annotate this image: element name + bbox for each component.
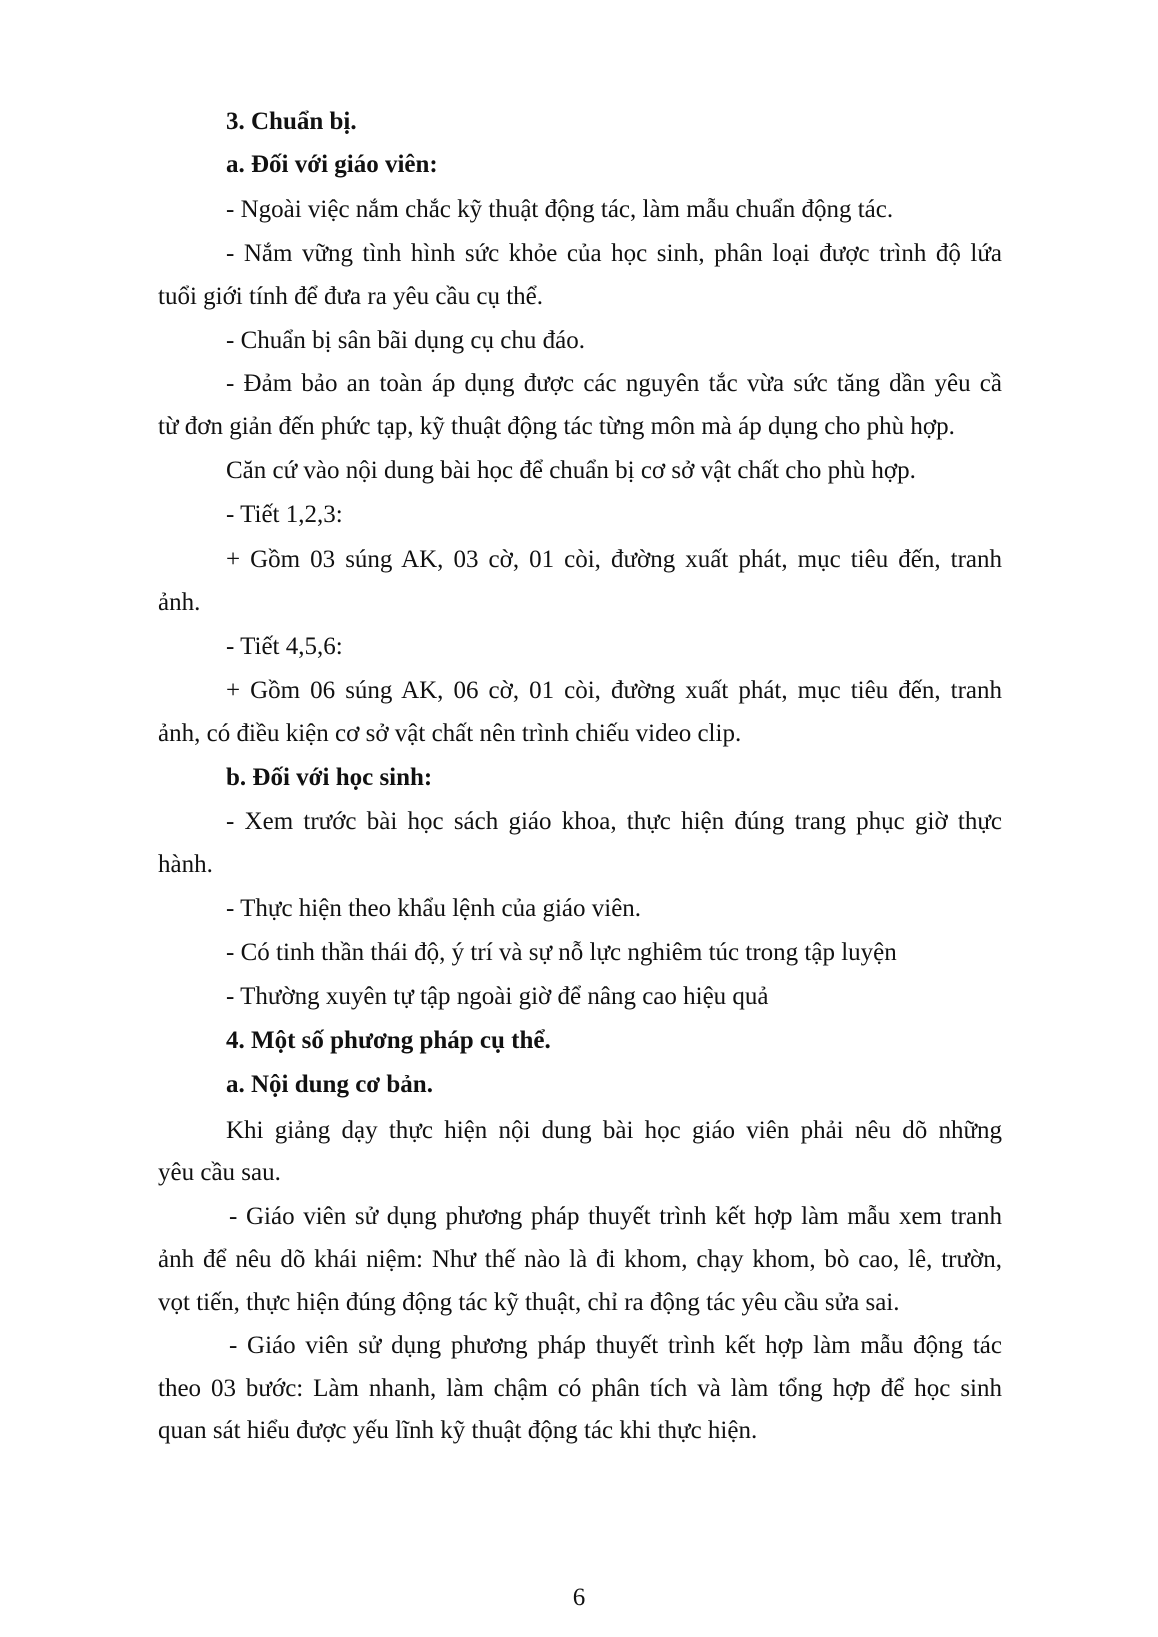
- paragraph-line: Khi giảng dạy thực hiện nội dung bài học giáo viên phải nêu dõ những: [226, 1117, 1002, 1144]
- paragraph-line: vọt tiến, thực hiện đúng động tác kỹ thuật, chỉ ra động tác yêu cầu sửa sai.: [158, 1289, 900, 1316]
- subheading-basic-content: a. Nội dung cơ bản.: [226, 1071, 433, 1098]
- paragraph-line: + Gồm 03 súng AK, 03 cờ, 01 còi, đường xuất phát, mục tiêu đến, tranh: [226, 546, 1002, 573]
- paragraph-line: - Đảm bảo an toàn áp dụng được các nguyên tắc vừa sức tăng dần yêu cầ: [226, 370, 1002, 397]
- paragraph-line: - Ngoài việc nắm chắc kỹ thuật động tác, làm mẫu chuẩn động tác.: [226, 196, 894, 223]
- paragraph-line: - Chuẩn bị sân bãi dụng cụ chu đáo.: [226, 327, 585, 354]
- paragraph-line: - Nắm vững tình hình sức khỏe của học sinh, phân loại được trình độ lứa: [226, 240, 1002, 267]
- paragraph-line: từ đơn giản đến phức tạp, kỹ thuật động tác từng môn mà áp dụng cho phù hợp.: [158, 413, 955, 440]
- paragraph-line: ảnh, có điều kiện cơ sở vật chất nên trình chiếu video clip.: [158, 720, 742, 747]
- paragraph-line: theo 03 bước: Làm nhanh, làm chậm có phân tích và làm tổng hợp để học sinh: [158, 1375, 1002, 1402]
- paragraph-line: - Thường xuyên tự tập ngoài giờ để nâng cao hiệu quả: [226, 983, 769, 1010]
- paragraph-line: quan sát hiểu được yếu lĩnh kỹ thuật động tác khi thực hiện.: [158, 1417, 758, 1444]
- paragraph-line: + Gồm 06 súng AK, 06 cờ, 01 còi, đường xuất phát, mục tiêu đến, tranh: [226, 677, 1002, 704]
- paragraph-line: - Giáo viên sử dụng phương pháp thuyết trình kết hợp làm mẫu động tác: [229, 1332, 1002, 1359]
- paragraph-line: ảnh.: [158, 589, 201, 616]
- paragraph-line: tuổi giới tính để đưa ra yêu cầu cụ thể.: [158, 283, 543, 310]
- paragraph-line: hành.: [158, 851, 213, 878]
- paragraph-line: yêu cầu sau.: [158, 1159, 281, 1186]
- subheading-student: b. Đối với học sinh:: [226, 764, 433, 791]
- heading-preparation: 3. Chuẩn bị.: [226, 108, 357, 135]
- subheading-teacher: a. Đối với giáo viên:: [226, 151, 438, 178]
- paragraph-line: - Có tinh thần thái độ, ý trí và sự nỗ lực nghiêm túc trong tập luyện: [226, 939, 897, 966]
- paragraph-line: Căn cứ vào nội dung bài học để chuẩn bị cơ sở vật chất cho phù hợp.: [226, 457, 916, 484]
- paragraph-line: - Tiết 1,2,3:: [226, 501, 343, 528]
- page-number: 6: [572, 1584, 586, 1611]
- heading-methods: 4. Một số phương pháp cụ thể.: [226, 1027, 551, 1054]
- paragraph-line: - Tiết 4,5,6:: [226, 633, 343, 660]
- paragraph-line: - Giáo viên sử dụng phương pháp thuyết trình kết hợp làm mẫu xem tranh: [229, 1203, 1002, 1230]
- paragraph-line: - Xem trước bài học sách giáo khoa, thực hiện đúng trang phục giờ thực: [226, 808, 1002, 835]
- paragraph-line: ảnh để nêu dõ khái niệm: Như thế nào là đi khom, chạy khom, bò cao, lê, trườn,: [158, 1246, 1002, 1273]
- paragraph-line: - Thực hiện theo khẩu lệnh của giáo viên.: [226, 895, 642, 922]
